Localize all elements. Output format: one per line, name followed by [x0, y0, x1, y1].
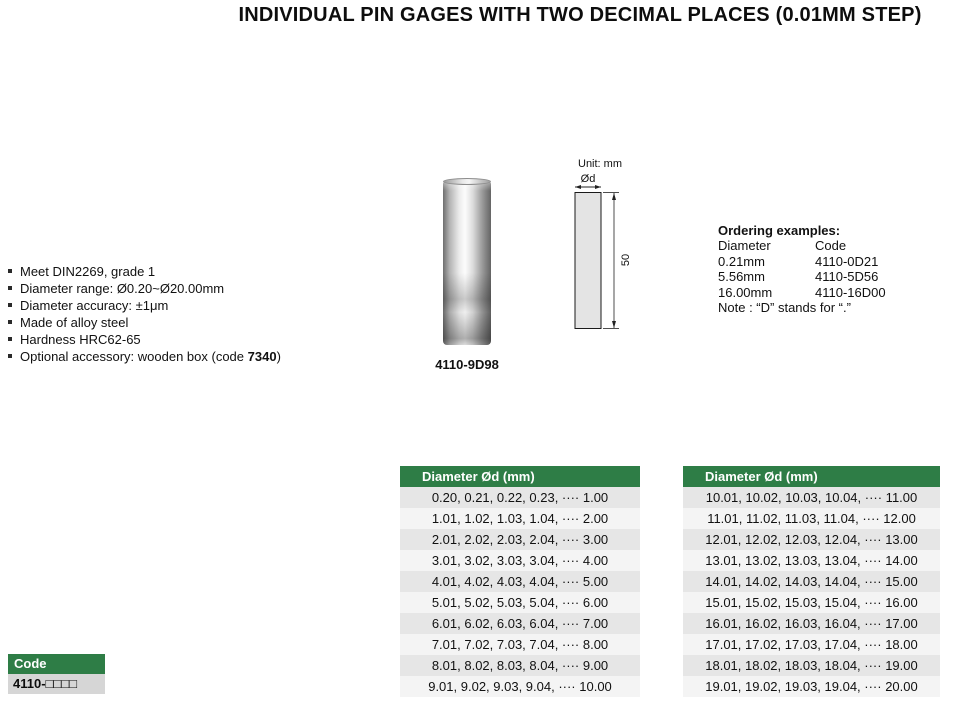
- arrowhead-up-icon: [612, 193, 616, 200]
- feature-text-suffix: ): [276, 349, 281, 364]
- pin-top-cap: [443, 178, 491, 185]
- feature-item: [8, 348, 281, 365]
- table-row: 0.20, 0.21, 0.22, 0.23, ···· 1.00: [400, 487, 640, 508]
- feature-item: [8, 297, 281, 314]
- table-row: 12.01, 12.02, 12.03, 12.04, ···· 13.00: [683, 529, 940, 550]
- ordering-title: Ordering examples:: [718, 223, 841, 238]
- ordering-code: 4110-5D56: [815, 269, 879, 285]
- table-row: 7.01, 7.02, 7.03, 7.04, ···· 8.00: [400, 634, 640, 655]
- code-box: [8, 654, 105, 694]
- page-title: INDIVIDUAL PIN GAGES WITH TWO DECIMAL PLACES (0.01MM STEP): [238, 4, 922, 26]
- arrowhead-right-icon: [595, 185, 601, 189]
- code-box-value: 4110-□□□□: [8, 674, 105, 694]
- table-row: 19.01, 19.02, 19.03, 19.04, ···· 20.00: [683, 676, 940, 697]
- table-row: 4.01, 4.02, 4.03, 4.04, ···· 5.00: [400, 571, 640, 592]
- bullet-square-icon: [8, 337, 12, 341]
- table-row: 18.01, 18.02, 18.03, 18.04, ···· 19.00: [683, 655, 940, 676]
- table-row: 14.01, 14.02, 14.03, 14.04, ···· 15.00: [683, 571, 940, 592]
- ordering-code: 4110-0D21: [815, 253, 879, 269]
- arrowhead-down-icon: [612, 321, 616, 328]
- feature-item: [8, 314, 281, 331]
- ordering-diameter: 16.00mm: [718, 284, 773, 300]
- table-row: 6.01, 6.02, 6.03, 6.04, ···· 7.00: [400, 613, 640, 634]
- feature-text: Meet DIN2269, grade 1: [20, 264, 156, 279]
- table-row: 8.01, 8.02, 8.03, 8.04, ···· 9.00: [400, 655, 640, 676]
- table-row: 3.01, 3.02, 3.03, 3.04, ···· 4.00: [400, 550, 640, 571]
- table-row: 16.01, 16.02, 16.03, 16.04, ···· 17.00: [683, 613, 940, 634]
- table-row: 1.01, 1.02, 1.03, 1.04, ···· 2.00: [400, 508, 640, 529]
- ordering-examples: [718, 223, 948, 315]
- pin-body: [443, 181, 491, 345]
- table-row: 13.01, 13.02, 13.03, 13.04, ···· 14.00: [683, 550, 940, 571]
- ordering-diameter: 5.56mm: [718, 269, 765, 285]
- table-row: 11.01, 11.02, 11.03, 11.04, ···· 12.00: [683, 508, 940, 529]
- pin-outline-rect: [575, 193, 601, 329]
- bullet-square-icon: [8, 269, 12, 273]
- ordering-row: [718, 285, 948, 300]
- feature-text: Diameter range: Ø0.20~Ø20.00mm: [20, 281, 225, 296]
- pin-gage-photo: [443, 178, 491, 345]
- ordering-note: Note : “D” stands for “.”: [718, 300, 851, 316]
- feature-item: [8, 331, 281, 348]
- technical-drawing: [573, 172, 648, 342]
- unit-label: Unit: mm: [578, 158, 622, 170]
- arrowhead-left-icon: [575, 185, 581, 189]
- diameter-table-1: [400, 466, 640, 697]
- feature-text: Made of alloy steel: [20, 315, 129, 330]
- bullet-square-icon: [8, 320, 12, 324]
- table-header: Diameter Ød (mm): [683, 466, 940, 487]
- ordering-row: [718, 269, 948, 284]
- bullet-square-icon: [8, 354, 12, 358]
- table-row: 15.01, 15.02, 15.03, 15.04, ···· 16.00: [683, 592, 940, 613]
- code-box-header: Code: [8, 654, 105, 674]
- bullet-square-icon: [8, 303, 12, 307]
- table-header: Diameter Ød (mm): [400, 466, 640, 487]
- feature-item: [8, 263, 281, 280]
- ordering-row: [718, 254, 948, 269]
- ordering-col-diameter: Diameter: [718, 238, 771, 254]
- feature-accessory-code: 7340: [247, 349, 277, 364]
- table-row: 2.01, 2.02, 2.03, 2.04, ···· 3.00: [400, 529, 640, 550]
- diameter-table-2: [683, 466, 940, 697]
- ordering-diameter: 0.21mm: [718, 253, 765, 269]
- feature-text: Diameter accuracy: ±1μm: [20, 298, 169, 313]
- length-dimension-label: 50: [620, 253, 632, 267]
- ordering-header-row: [718, 238, 948, 253]
- table-row: 5.01, 5.02, 5.03, 5.04, ···· 6.00: [400, 592, 640, 613]
- feature-list: [8, 263, 281, 365]
- feature-text-prefix: Optional accessory: wooden box (code: [20, 349, 248, 364]
- ordering-col-code: Code: [815, 238, 847, 254]
- feature-text: [20, 348, 281, 365]
- ordering-code: 4110-16D00: [815, 284, 886, 300]
- feature-item: [8, 280, 281, 297]
- product-model-label: 4110-9D98: [435, 357, 499, 372]
- table-row: 9.01, 9.02, 9.03, 9.04, ···· 10.00: [400, 676, 640, 697]
- diameter-dimension-label: Ød: [580, 173, 596, 185]
- feature-text: Hardness HRC62-65: [20, 332, 141, 347]
- table-row: 10.01, 10.02, 10.03, 10.04, ···· 11.00: [683, 487, 940, 508]
- bullet-square-icon: [8, 286, 12, 290]
- table-row: 17.01, 17.02, 17.03, 17.04, ···· 18.00: [683, 634, 940, 655]
